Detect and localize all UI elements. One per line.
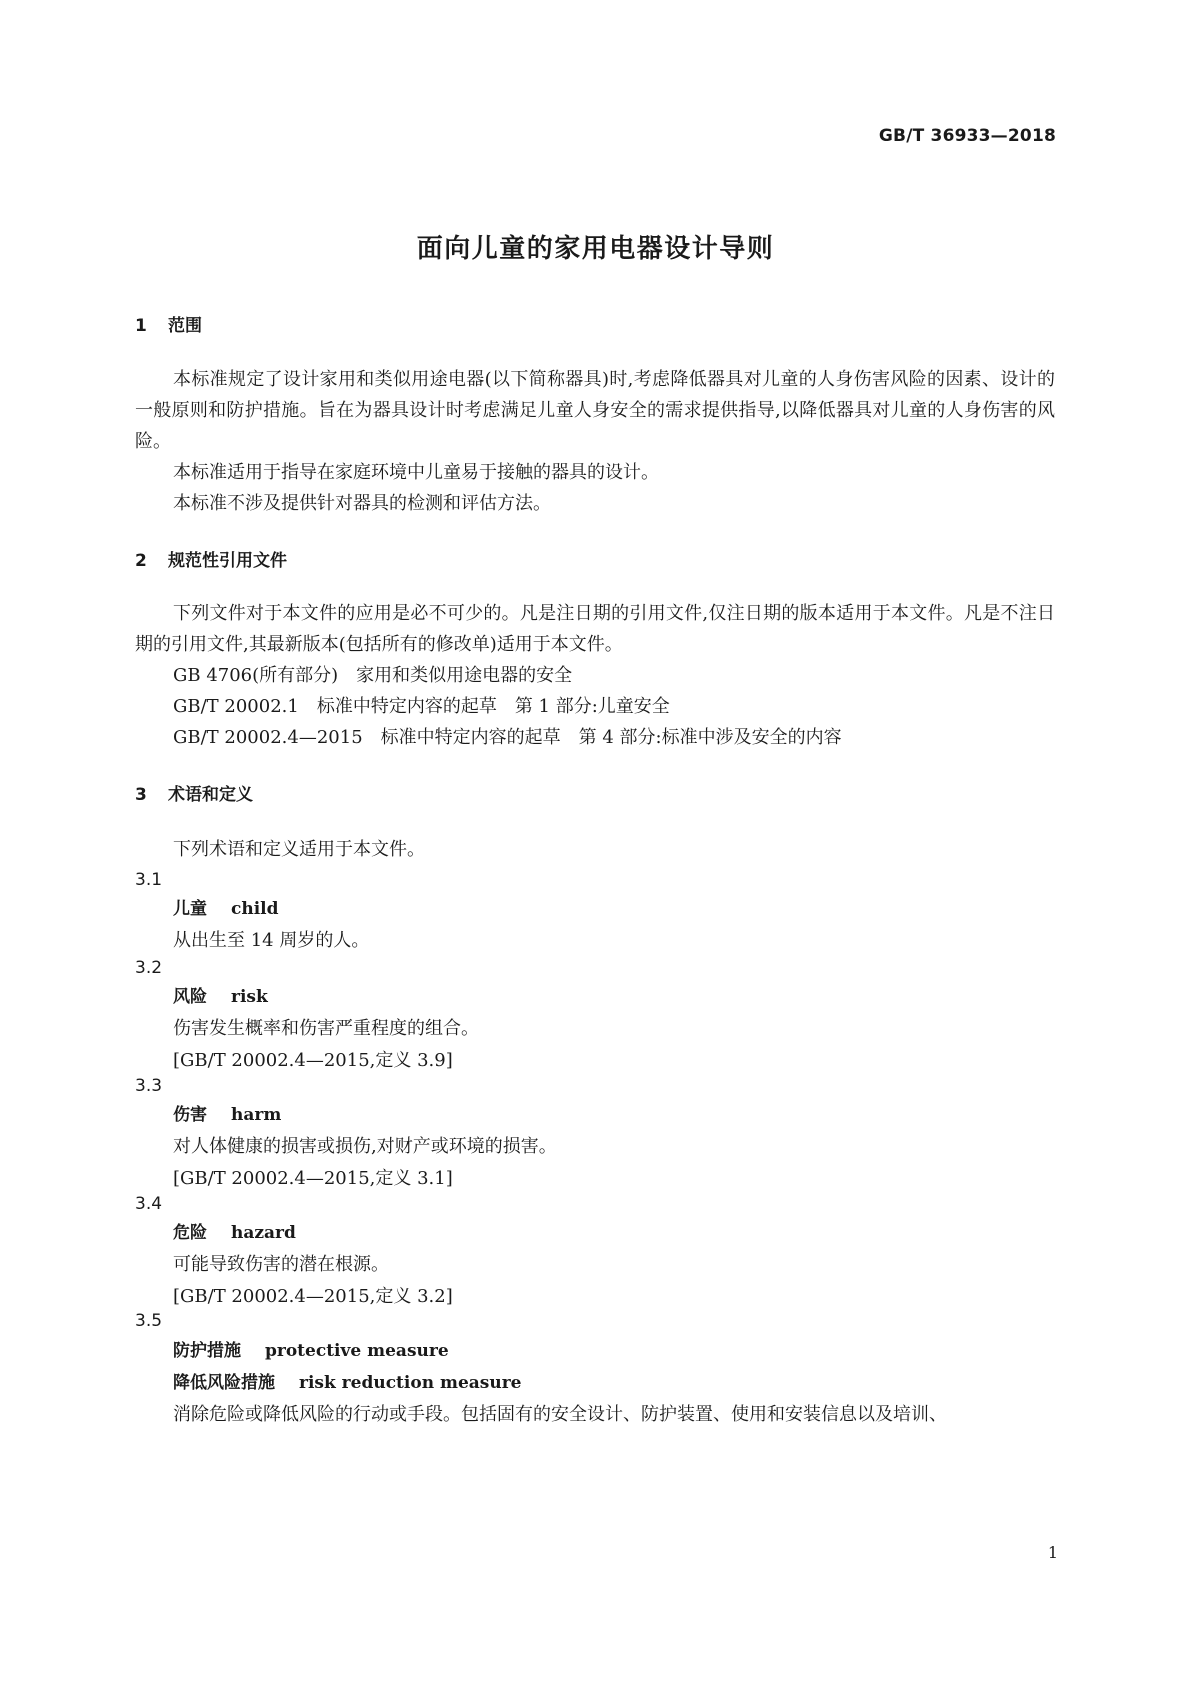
reference-item: GB 4706(所有部分) 家用和类似用途电器的安全 <box>173 665 573 686</box>
page-number: 1 <box>1047 1543 1058 1562</box>
section-number: 1 <box>135 316 147 336</box>
section-number: 3 <box>135 785 147 805</box>
term-source: [GB/T 20002.4—2015,定义 3.1] <box>173 1168 453 1189</box>
paragraph: 本标准规定了设计家用和类似用途电器(以下简称器具)时,考虑降低器具对儿童的人身伤害风险的因素、设计的一般原则和防护措施。旨在为器具设计时考虑满足儿童人身安全的需求提供指导,以降低器具对儿童的人身伤害的风险。 <box>135 369 1055 452</box>
term-en: risk <box>231 987 268 1007</box>
term-en: protective measure <box>265 1341 449 1361</box>
term-en: risk reduction measure <box>299 1373 522 1393</box>
section-title: 范围 <box>168 316 202 336</box>
term-title <box>135 1335 1055 1367</box>
reference-item: GB/T 20002.1 标准中特定内容的起草 第 1 部分:儿童安全 <box>173 696 670 717</box>
term-zh: 风险 <box>173 987 207 1007</box>
term-en: harm <box>231 1105 282 1125</box>
term-definition: 伤害发生概率和伤害严重程度的组合。 <box>173 1018 479 1039</box>
paragraph: 本标准适用于指导在家庭环境中儿童易于接触的器具的设计。 <box>173 462 659 483</box>
section-title: 规范性引用文件 <box>168 551 287 571</box>
term-entry <box>135 1099 1055 1195</box>
standard-code: GB/T 36933—2018 <box>878 126 1056 146</box>
term-entry <box>135 1217 1055 1313</box>
term-zh: 伤害 <box>173 1105 207 1125</box>
term-title <box>135 893 1055 925</box>
term-entry <box>135 893 1055 957</box>
term-number: 3.1 <box>135 870 163 890</box>
term-title-alt <box>135 1367 1055 1399</box>
term-definition: 从出生至 14 周岁的人。 <box>173 930 370 951</box>
section-1-heading <box>135 311 202 336</box>
term-zh: 儿童 <box>173 899 207 919</box>
term-source: [GB/T 20002.4—2015,定义 3.2] <box>173 1286 453 1307</box>
term-zh: 防护措施 <box>173 1341 241 1361</box>
term-number: 3.4 <box>135 1194 163 1214</box>
section-3-intro <box>135 834 1055 865</box>
term-title <box>135 1217 1055 1249</box>
term-zh: 降低风险措施 <box>173 1373 275 1393</box>
term-number: 3.3 <box>135 1076 163 1096</box>
term-en: child <box>231 899 279 919</box>
term-title <box>135 1099 1055 1131</box>
section-title: 术语和定义 <box>168 785 253 805</box>
term-source: [GB/T 20002.4—2015,定义 3.9] <box>173 1050 453 1071</box>
term-number: 3.2 <box>135 958 163 978</box>
section-3-heading <box>135 780 253 805</box>
term-entry <box>135 981 1055 1077</box>
section-2-heading <box>135 546 287 571</box>
document-title: 面向儿童的家用电器设计导则 <box>416 234 775 264</box>
term-number: 3.5 <box>135 1311 163 1331</box>
paragraph: 下列术语和定义适用于本文件。 <box>173 839 425 860</box>
section-2-body <box>135 598 1055 753</box>
term-zh: 危险 <box>173 1223 207 1243</box>
reference-item: GB/T 20002.4—2015 标准中特定内容的起草 第 4 部分:标准中涉及安全的内容 <box>173 727 842 748</box>
paragraph: 本标准不涉及提供针对器具的检测和评估方法。 <box>173 493 551 514</box>
section-1-body <box>135 364 1055 519</box>
term-en: hazard <box>231 1223 296 1243</box>
section-number: 2 <box>135 551 147 571</box>
term-entry <box>135 1335 1055 1431</box>
term-title <box>135 981 1055 1013</box>
term-definition: 可能导致伤害的潜在根源。 <box>173 1254 389 1275</box>
term-definition: 对人体健康的损害或损伤,对财产或环境的损害。 <box>173 1136 557 1157</box>
paragraph: 下列文件对于本文件的应用是必不可少的。凡是注日期的引用文件,仅注日期的版本适用于本文件。凡是不注日期的引用文件,其最新版本(包括所有的修改单)适用于本文件。 <box>135 603 1055 655</box>
term-definition: 消除危险或降低风险的行动或手段。包括固有的安全设计、防护装置、使用和安装信息以及培训、 <box>173 1404 947 1425</box>
